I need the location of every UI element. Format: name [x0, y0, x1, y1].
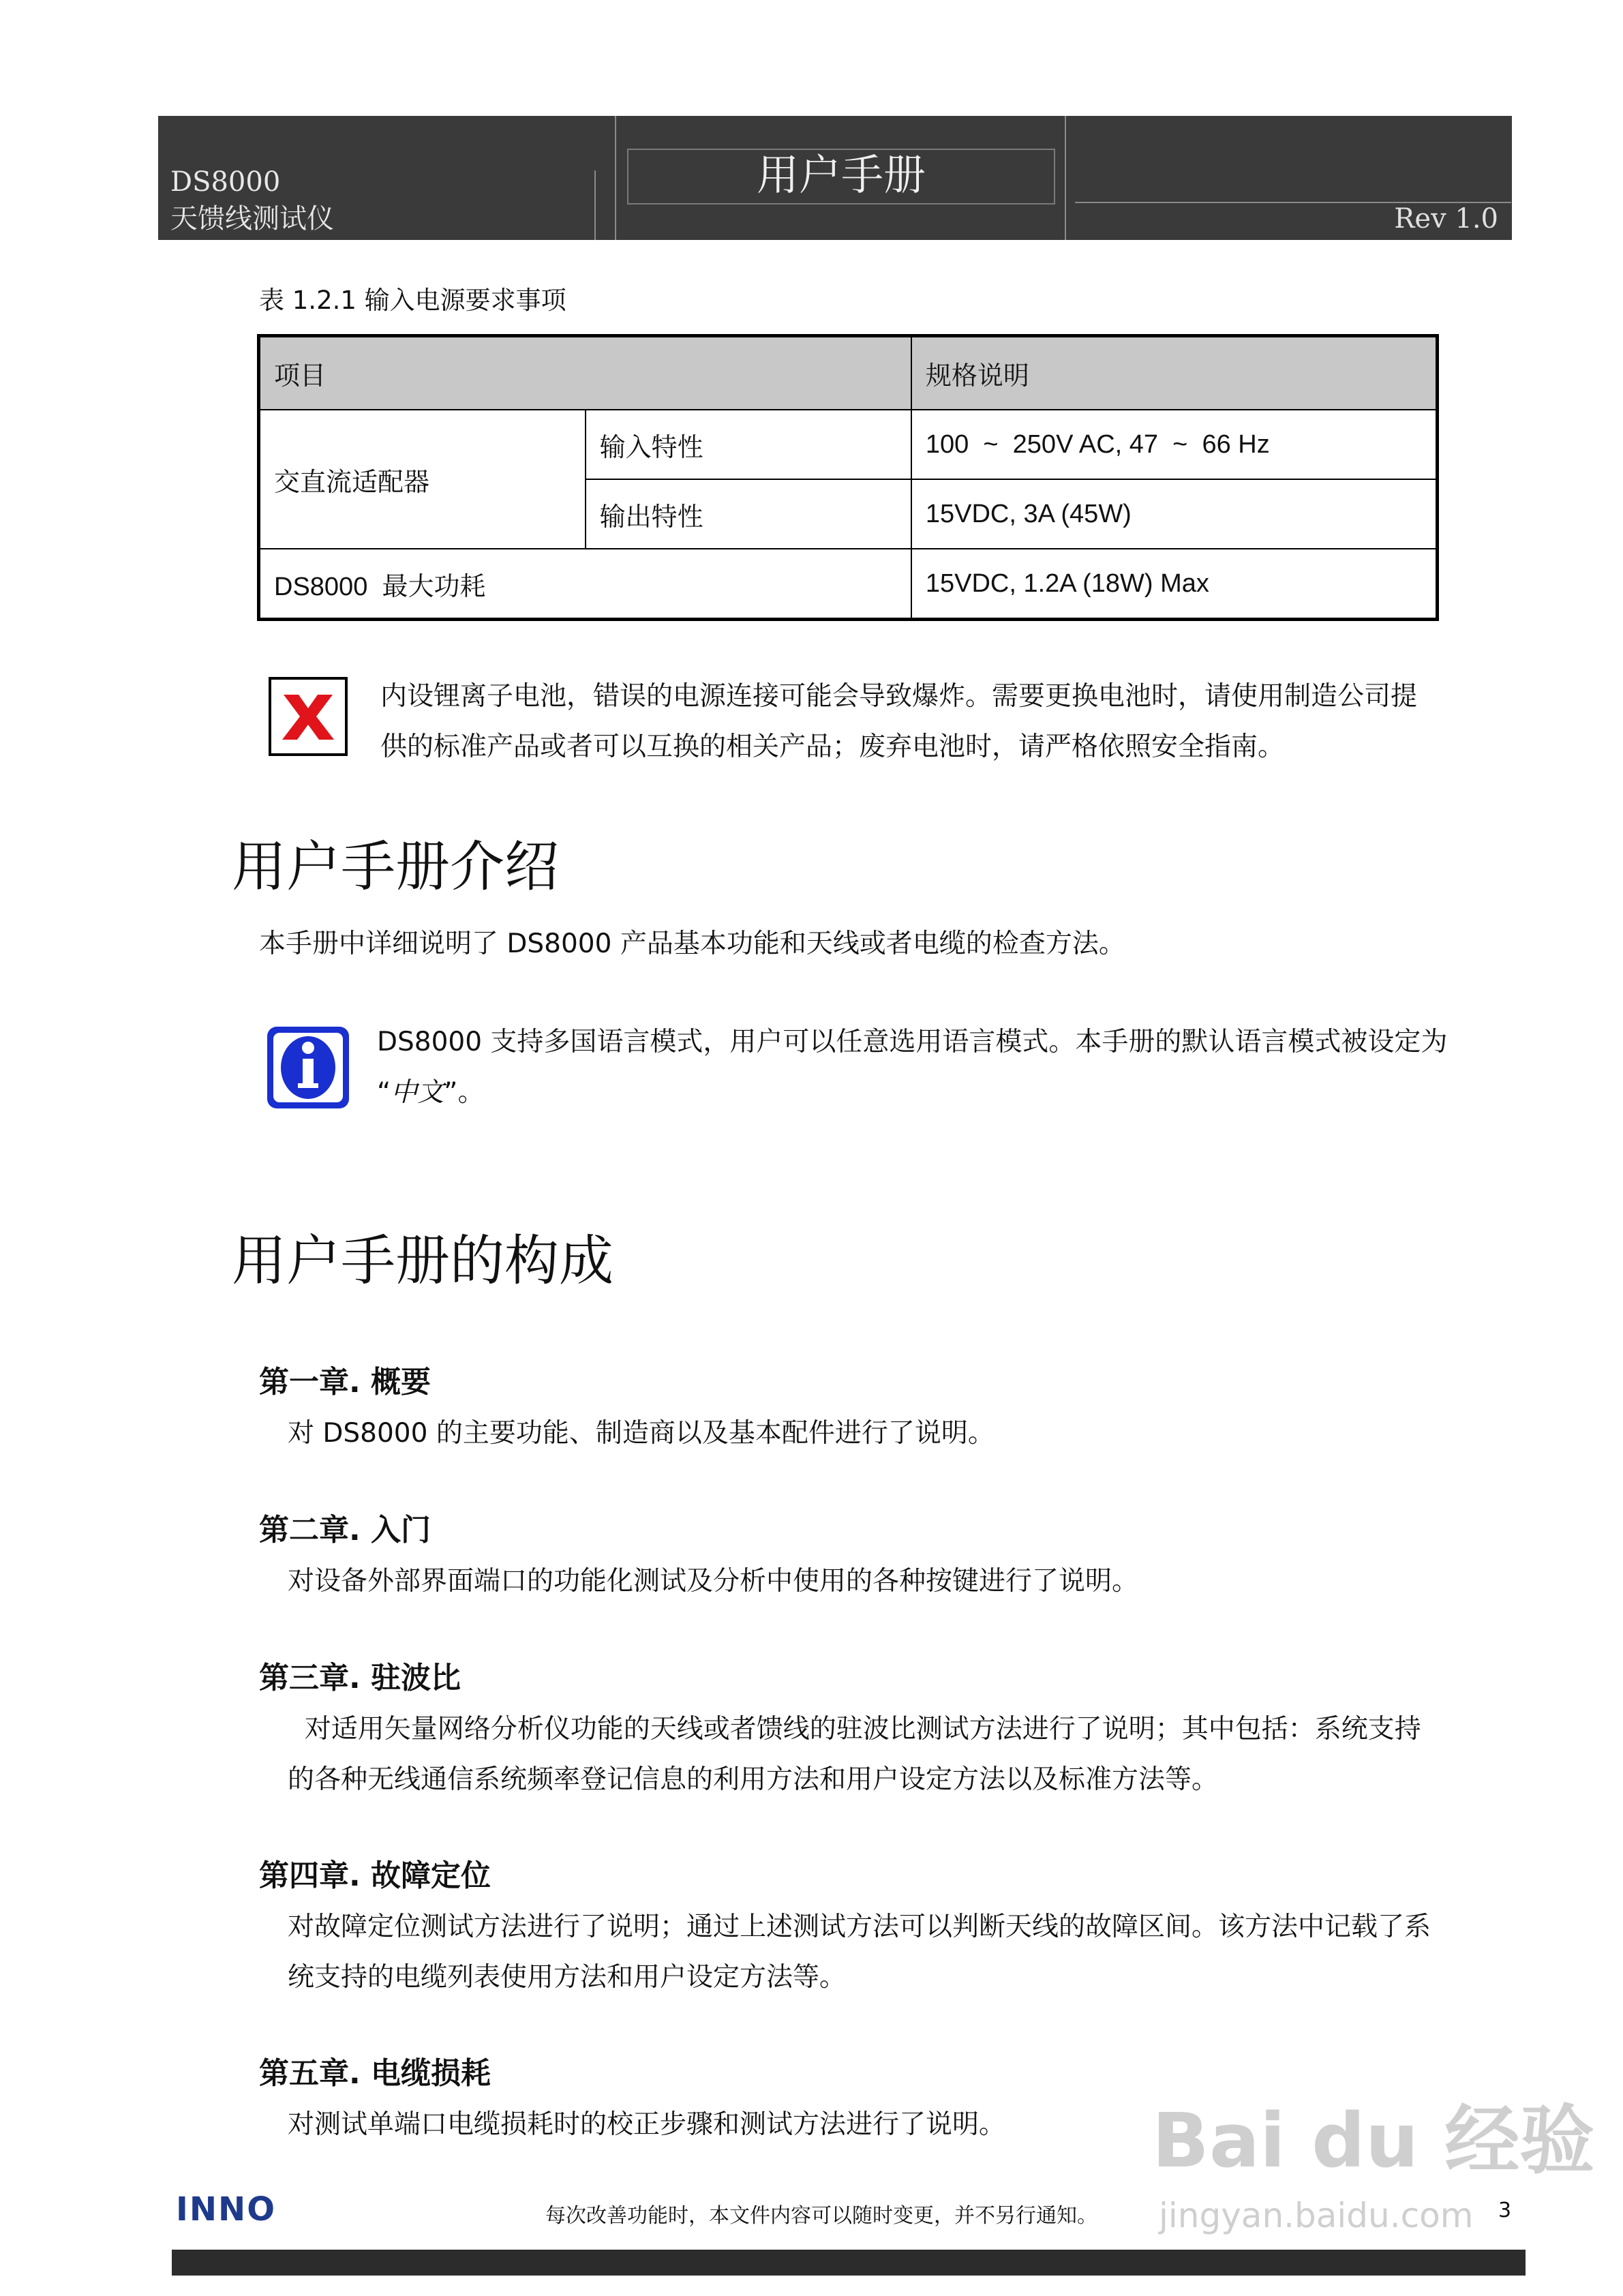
header-divider [594, 170, 596, 240]
info-note-line: DS8000 支持多国语言模式，用户可以任意选用语言模式。本手册的默认语言模式被设定为 [377, 1027, 1448, 1057]
table-row [259, 549, 1438, 620]
intro-heading: 用户手册介绍 [232, 835, 559, 898]
header-divider [1065, 116, 1066, 240]
chapter-desc: 的各种无线通信系统频率登记信息的利用方法和用户设定方法以及标准方法等。 [288, 1764, 1219, 1795]
quote-close: ”。 [444, 1077, 485, 1108]
power-spec-table [257, 334, 1439, 621]
footer-bar [172, 2250, 1526, 2276]
chapter-title: 第五章. 电缆损耗 [259, 2056, 491, 2091]
chapter-title: 第三章. 驻波比 [259, 1661, 461, 1695]
structure-heading: 用户手册的构成 [232, 1229, 613, 1293]
chapter-title: 第一章. 概要 [259, 1365, 431, 1400]
quote-open: “ [377, 1077, 391, 1108]
footer-note: 每次改善功能时，本文件内容可以随时变更，并不另行通知。 [545, 2204, 1097, 2228]
table-cell-input-label: 输入特性 [586, 410, 911, 479]
chapter-desc: 对适用矢量网络分析仪功能的天线或者馈线的驻波比测试方法进行了说明；其中包括：系统支持 [288, 1714, 1421, 1744]
info-icon [265, 1025, 351, 1111]
table-header-item: 项目 [259, 336, 911, 410]
table-header-spec: 规格说明 [911, 336, 1438, 410]
header-product-name: 天馈线测试仪 [170, 203, 334, 235]
watermark-url: jingyan.baidu.com [1159, 2196, 1474, 2235]
table-cell-adapter: 交直流适配器 [259, 410, 586, 549]
header-title: 用户手册 [756, 150, 926, 200]
warning-text [380, 671, 1417, 772]
page-header [158, 116, 1512, 240]
header-revision: Rev 1.0 [1394, 203, 1498, 235]
header-model: DS8000 [170, 166, 281, 198]
watermark-brand: Bai du 经验 [1152, 2097, 1595, 2184]
chapter-desc: 对测试单端口电缆损耗时的校正步骤和测试方法进行了说明。 [288, 2109, 1006, 2140]
warning-line: 供的标准产品或者可以互换的相关产品；废弃电池时，请严格依照安全指南。 [380, 731, 1285, 762]
page-number: 3 [1498, 2199, 1512, 2222]
intro-body: 本手册中详细说明了 DS8000 产品基本功能和天线或者电缆的检查方法。 [259, 928, 1125, 959]
inno-logo: INNO [176, 2190, 277, 2229]
header-product [170, 164, 334, 237]
table-cell-input-spec: 100 ~ 250V AC, 47 ~ 66 Hz [911, 410, 1438, 479]
table-row [259, 410, 1438, 479]
chapter-desc: 统支持的电缆列表使用方法和用户设定方法等。 [288, 1962, 847, 1993]
table-caption: 表 1.2.1 输入电源要求事项 [259, 286, 566, 315]
table-cell-output-spec: 15VDC, 3A (45W) [911, 479, 1438, 549]
chapter-desc: 对故障定位测试方法进行了说明；通过上述测试方法可以判断天线的故障区间。该方法中记载了系 [288, 1912, 1431, 1942]
table-header-row [259, 336, 1438, 410]
info-note-line [377, 1068, 1447, 1118]
chapter-desc: 对设备外部界面端口的功能化测试及分析中使用的各种按键进行了说明。 [288, 1566, 1139, 1597]
warning-x-icon [269, 677, 348, 756]
info-note-text [377, 1017, 1447, 1118]
header-divider [615, 116, 616, 240]
warning-line: 内设锂离子电池，错误的电源连接可能会导致爆炸。需要更换电池时，请使用制造公司提 [380, 681, 1418, 712]
chapter-title: 第二章. 入门 [259, 1513, 431, 1547]
watermark [1152, 2086, 1595, 2243]
chapter-desc: 对 DS8000 的主要功能、制造商以及基本配件进行了说明。 [288, 1418, 995, 1449]
default-language: 中文 [391, 1077, 444, 1108]
table-cell-output-label: 输出特性 [586, 479, 911, 549]
chapter-title: 第四章. 故障定位 [259, 1858, 491, 1893]
table-cell-power-spec: 15VDC, 1.2A (18W) Max [911, 549, 1438, 620]
table-cell-power-label: DS8000 最大功耗 [259, 549, 911, 620]
